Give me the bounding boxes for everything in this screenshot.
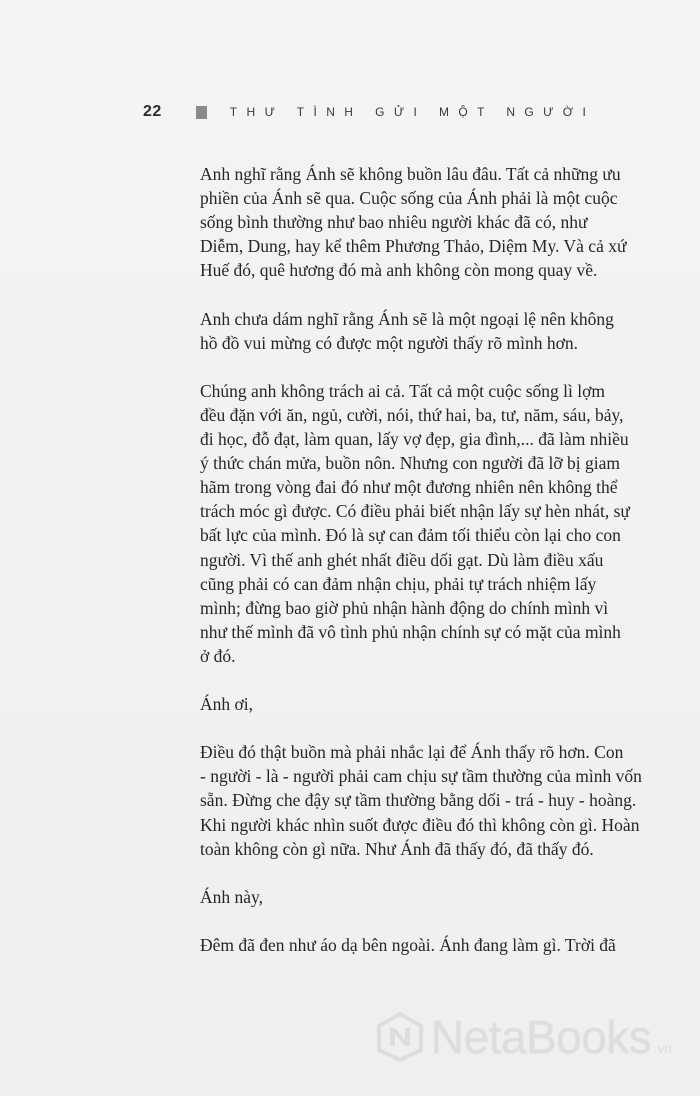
paragraph bbox=[200, 692, 632, 716]
page-number: 22 bbox=[143, 103, 162, 120]
text-line: người. Vì thế anh ghét nhất điều dối gạt. Dù làm điều xấu bbox=[200, 549, 604, 570]
paragraph bbox=[200, 162, 632, 282]
text-line: trách móc gì được. Có điều phải biết nhận lấy sự hèn nhát, sự bbox=[200, 501, 630, 522]
text-line: cũng phải có can đảm nhận chịu, phải tự trách nhiệm lấy bbox=[200, 573, 597, 594]
text-line: bất lực của mình. Đó là sự can đảm tối thiểu còn lại cho con bbox=[200, 525, 621, 546]
text-line: toàn không còn gì nữa. Như Ánh đã thấy đó, đã thấy đó. bbox=[200, 838, 594, 859]
watermark-brand: NetaBooks bbox=[430, 1011, 652, 1063]
text-line: Diễm, Dung, hay kể thêm Phương Thảo, Diệm My. Và cả xứ bbox=[200, 236, 627, 257]
text-line: mình; đừng bao giờ phủ nhận hành động do chính mình vì bbox=[200, 597, 609, 618]
page-header bbox=[143, 100, 595, 124]
running-title: THƯ TÌNH GỬI MỘT NGƯỜI bbox=[229, 105, 596, 119]
body-text bbox=[200, 162, 642, 981]
netabooks-logo-icon bbox=[373, 1010, 427, 1064]
text-line: hồ đồ vui mừng có được một người thấy rõ mình hơn. bbox=[200, 332, 578, 353]
paragraph bbox=[200, 885, 632, 909]
text-line: ở đó. bbox=[200, 645, 236, 666]
text-line: như thế mình đã vô tình phủ nhận chính sự có mặt của mình bbox=[200, 621, 621, 642]
text-line: Đêm đã đen như áo dạ bên ngoài. Ánh đang làm gì. Trời đã bbox=[200, 935, 616, 955]
text-line: Chúng anh không trách ai cả. Tất cả một cuộc sống lì lợm bbox=[200, 380, 606, 401]
text-line: Anh chưa dám nghĩ rằng Ánh sẽ là một ngoại lệ nên không bbox=[200, 308, 614, 329]
watermark bbox=[373, 1010, 672, 1064]
text-line: ý thức chán mửa, buồn nôn. Nhưng con người đã lỡ bị giam bbox=[200, 453, 620, 474]
text-line: - người - là - người phải cam chịu sự tầm thường của mình vốn bbox=[200, 766, 642, 787]
text-line: Ánh ơi, bbox=[200, 694, 254, 715]
text-line: sẵn. Đừng che đậy sự tầm thường bằng dối - trá - huy - hoàng. bbox=[200, 790, 637, 811]
watermark-suffix: .vn bbox=[653, 1040, 672, 1056]
text-line: Ánh này, bbox=[200, 886, 264, 907]
text-line: phiền của Ánh sẽ qua. Cuộc sống của Ánh phải là một cuộc bbox=[200, 188, 618, 209]
text-line: Điều đó thật buồn mà phải nhắc lại để Ánh thấy rõ hơn. Con bbox=[200, 742, 624, 763]
text-line: Anh nghĩ rằng Ánh sẽ không buồn lâu đâu. Tất cả những ưu bbox=[200, 164, 621, 184]
paragraph bbox=[200, 933, 632, 957]
header-square-ornament bbox=[196, 106, 207, 119]
text-line: đi học, đỗ đạt, làm quan, lấy vợ đẹp, gia đình,... đã làm nhiều bbox=[200, 429, 629, 450]
text-line: sống bình thường như bao nhiêu người khác đã có, như bbox=[200, 212, 588, 233]
text-line: Khi người khác nhìn suốt được điều đó thì không còn gì. Hoàn bbox=[200, 814, 640, 835]
text-line: đều đặn với ăn, ngủ, cười, nói, thứ hai, ba, tư, năm, sáu, bảy, bbox=[200, 404, 624, 425]
text-line: Huế đó, quê hương đó mà anh không còn mong quay về. bbox=[200, 260, 598, 281]
text-line: hãm trong vòng đai đó như một đương nhiên nên không thể bbox=[200, 477, 618, 498]
paragraph bbox=[200, 740, 642, 860]
paragraph bbox=[200, 379, 632, 668]
paragraph bbox=[200, 307, 632, 355]
